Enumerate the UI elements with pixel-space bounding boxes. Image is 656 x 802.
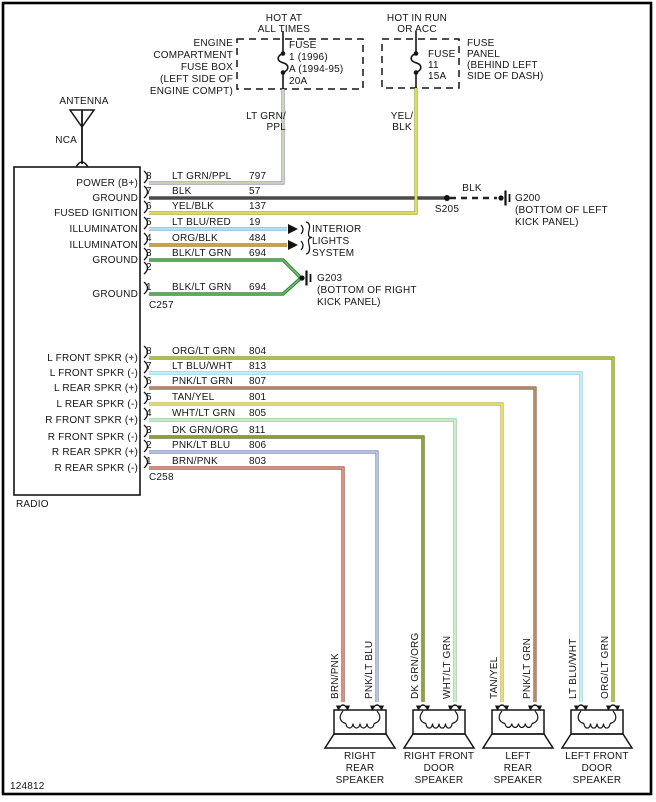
fuse11-location-label: FUSE PANEL (BEHIND LEFT SIDE OF DASH) — [467, 38, 544, 82]
wire-label-ltgrn-ppl-2: PPL — [266, 122, 286, 133]
c257-circuit-number: 137 — [249, 201, 267, 212]
ground-symbol-g203 — [299, 271, 310, 286]
wire-power — [149, 89, 283, 183]
c258-function-label: L FRONT SPKR (+) — [47, 353, 138, 364]
vertical-wire-label: TAN/YEL — [489, 656, 500, 699]
c258-circuit-number: 813 — [249, 361, 267, 372]
ground-symbol-g200 — [498, 191, 509, 206]
c258-circuit-number: 806 — [249, 440, 267, 451]
wire-rr-spkr-neg — [149, 468, 343, 702]
c258-function-label: R REAR SPKR (-) — [54, 463, 138, 474]
c257-pin-number: 3 — [146, 248, 152, 259]
c257-wire-color: YEL/BLK — [172, 201, 214, 212]
c257-pin-number: 6 — [146, 201, 152, 212]
wire-label-yel-blk-1: YEL/ — [390, 111, 414, 122]
fuse11-rating-label: FUSE 11 15A — [428, 49, 456, 82]
c257-wire-color: BLK — [172, 186, 192, 197]
c257-circuit-number: 694 — [249, 248, 267, 259]
fuse1-hot-line1: HOT AT — [265, 13, 303, 24]
vertical-wire-label: LT BLU/WHT — [568, 638, 579, 699]
c258-wire-color: LT BLU/WHT — [172, 361, 233, 372]
c257-circuit-number: 19 — [249, 217, 261, 228]
speaker-name-line3: SPEAKER — [414, 775, 464, 786]
speaker-name-line2: DOOR — [423, 763, 455, 774]
c257-pin-number: 5 — [146, 217, 152, 228]
vertical-wire-label: DK GRN/ORG — [410, 632, 421, 699]
c258-function-label: L REAR SPKR (-) — [56, 399, 138, 410]
c258-wire-color: TAN/YEL — [172, 392, 215, 403]
g200-id-label: G200 — [515, 193, 541, 204]
c257-pin-number: 1 — [146, 282, 152, 293]
connector-c258-label: C258 — [149, 472, 174, 483]
c257-circuit-number: 57 — [249, 186, 261, 197]
vertical-wire-label: BRN/PNK — [330, 653, 341, 699]
c258-pin-number: 7 — [146, 361, 152, 372]
c258-pin-number: 3 — [146, 425, 152, 436]
c258-pin-number: 6 — [146, 376, 152, 387]
c258-circuit-number: 811 — [249, 425, 266, 436]
speaker-name-line1: LEFT FRONT — [565, 751, 629, 762]
speaker-symbol-left-front-door — [562, 705, 632, 748]
c257-wire-color: ORG/BLK — [172, 233, 218, 244]
vertical-wire-label: PNK/LT BLU — [364, 640, 375, 699]
speaker-name-line2: DOOR — [581, 763, 613, 774]
speaker-name-line1: RIGHT FRONT — [403, 751, 475, 762]
c257-wire-color: BLK/LT GRN — [172, 282, 232, 293]
c258-pin-number: 4 — [146, 408, 152, 419]
g203-location-line2: KICK PANEL) — [317, 297, 381, 308]
c257-pin-number: 8 — [146, 171, 152, 182]
wire-rf-spkr-neg — [149, 437, 423, 702]
interior-lights-line1: INTERIOR — [312, 224, 362, 235]
speaker-name-line3: SPEAKER — [335, 775, 385, 786]
speaker-name-line3: SPEAKER — [572, 775, 622, 786]
vertical-wire-label: ORG/LT GRN — [600, 635, 611, 699]
c258-function-label: L FRONT SPKR (-) — [49, 368, 138, 379]
vertical-wire-label: PNK/LT GRN — [522, 637, 533, 699]
c258-circuit-number: 805 — [249, 408, 267, 419]
speaker-name-line1: LEFT — [505, 751, 531, 762]
c258-pin-number: 8 — [146, 346, 152, 357]
fuse11-hot-line2: OR ACC — [397, 24, 437, 35]
c257-circuit-number: 484 — [249, 233, 267, 244]
g203-id-label: G203 — [317, 273, 343, 284]
speaker-name-line2: REAR — [345, 763, 375, 774]
c257-pin-number: 2 — [146, 262, 152, 273]
wire-label-ltgrn-ppl-1: LT GRN/ — [246, 111, 286, 122]
c258-function-label: L REAR SPKR (+) — [53, 383, 138, 394]
c257-wire-color: BLK/LT GRN — [172, 248, 232, 259]
g200-location-line1: (BOTTOM OF LEFT — [515, 205, 608, 216]
c258-wire-color: WHT/LT GRN — [172, 408, 236, 419]
speaker-symbol-right-front-door — [404, 705, 474, 748]
c257-pin-number: 4 — [146, 233, 152, 244]
c258-circuit-number: 804 — [249, 346, 267, 357]
fuse1-location-label: ENGINE COMPARTMENT FUSE BOX (LEFT SIDE OF ENGINE COMPT) — [149, 38, 233, 97]
splice-s205-dot — [444, 195, 450, 201]
interior-lights-line3: SYSTEM — [312, 248, 355, 259]
fuse1-hot-line2: ALL TIMES — [257, 24, 311, 35]
speaker-symbol-right-rear — [325, 705, 395, 748]
c258-pin-number: 2 — [146, 440, 152, 451]
speaker-name-line1: RIGHT — [343, 751, 377, 762]
speaker-name-line3: SPEAKER — [493, 775, 543, 786]
c258-function-label: R REAR SPKR (+) — [51, 447, 138, 458]
antenna-code-label: NCA — [55, 135, 77, 146]
c258-wire-color: PNK/LT GRN — [172, 376, 234, 387]
c257-function-label: ILLUMINATON — [69, 224, 138, 235]
c258-circuit-number: 801 — [249, 392, 267, 403]
c257-function-label: POWER (B+) — [76, 178, 138, 189]
c258-wire-color: BRN/PNK — [172, 456, 218, 467]
g203-location-line1: (BOTTOM OF RIGHT — [317, 285, 417, 296]
fuse1-rating-label: FUSE 1 (1996) A (1994-95) 20A — [289, 40, 344, 87]
c257-function-label: GROUND — [92, 289, 138, 300]
c257-function-label: FUSED IGNITION — [54, 208, 138, 219]
c257-wire-color: LT BLU/RED — [172, 217, 231, 228]
speaker-name-line2: REAR — [503, 763, 533, 774]
c257-function-label: ILLUMINATON — [69, 240, 138, 251]
c258-function-label: R FRONT SPKR (-) — [47, 432, 138, 443]
c258-wire-color: PNK/LT BLU — [172, 440, 231, 451]
c258-pin-number: 1 — [146, 456, 152, 467]
interior-lights-arrows — [288, 222, 312, 254]
c258-pin-number: 5 — [146, 392, 152, 403]
speaker-symbol-left-rear — [483, 705, 553, 748]
wire-label-yel-blk-2: BLK — [392, 122, 412, 133]
vertical-wire-label: WHT/LT GRN — [442, 635, 453, 699]
interior-lights-line2: LIGHTS — [312, 236, 350, 247]
radio-label: RADIO — [16, 499, 49, 510]
c258-wire-color: ORG/LT GRN — [172, 346, 236, 357]
c258-wire-color: DK GRN/ORG — [172, 425, 239, 436]
c257-pin-number: 7 — [146, 186, 152, 197]
c257-wire-color: LT GRN/PPL — [172, 171, 232, 182]
c257-function-label: GROUND — [92, 255, 138, 266]
c257-function-label: GROUND — [92, 193, 138, 204]
c258-circuit-number: 807 — [249, 376, 267, 387]
antenna-label: ANTENNA — [59, 96, 109, 107]
g200-location-line2: KICK PANEL) — [515, 217, 579, 228]
g200-wire-label: BLK — [462, 183, 482, 194]
c257-circuit-number: 694 — [249, 282, 267, 293]
c258-function-label: R FRONT SPKR (+) — [45, 415, 138, 426]
connector-c257-label: C257 — [149, 300, 174, 311]
wire-ground-pin3 — [149, 260, 301, 278]
fuse11-hot-line1: HOT IN RUN — [386, 13, 448, 24]
c258-circuit-number: 803 — [249, 456, 267, 467]
c257-circuit-number: 797 — [249, 171, 267, 182]
diagram-code: 124812 — [10, 781, 45, 792]
splice-s205-label: S205 — [434, 204, 460, 215]
